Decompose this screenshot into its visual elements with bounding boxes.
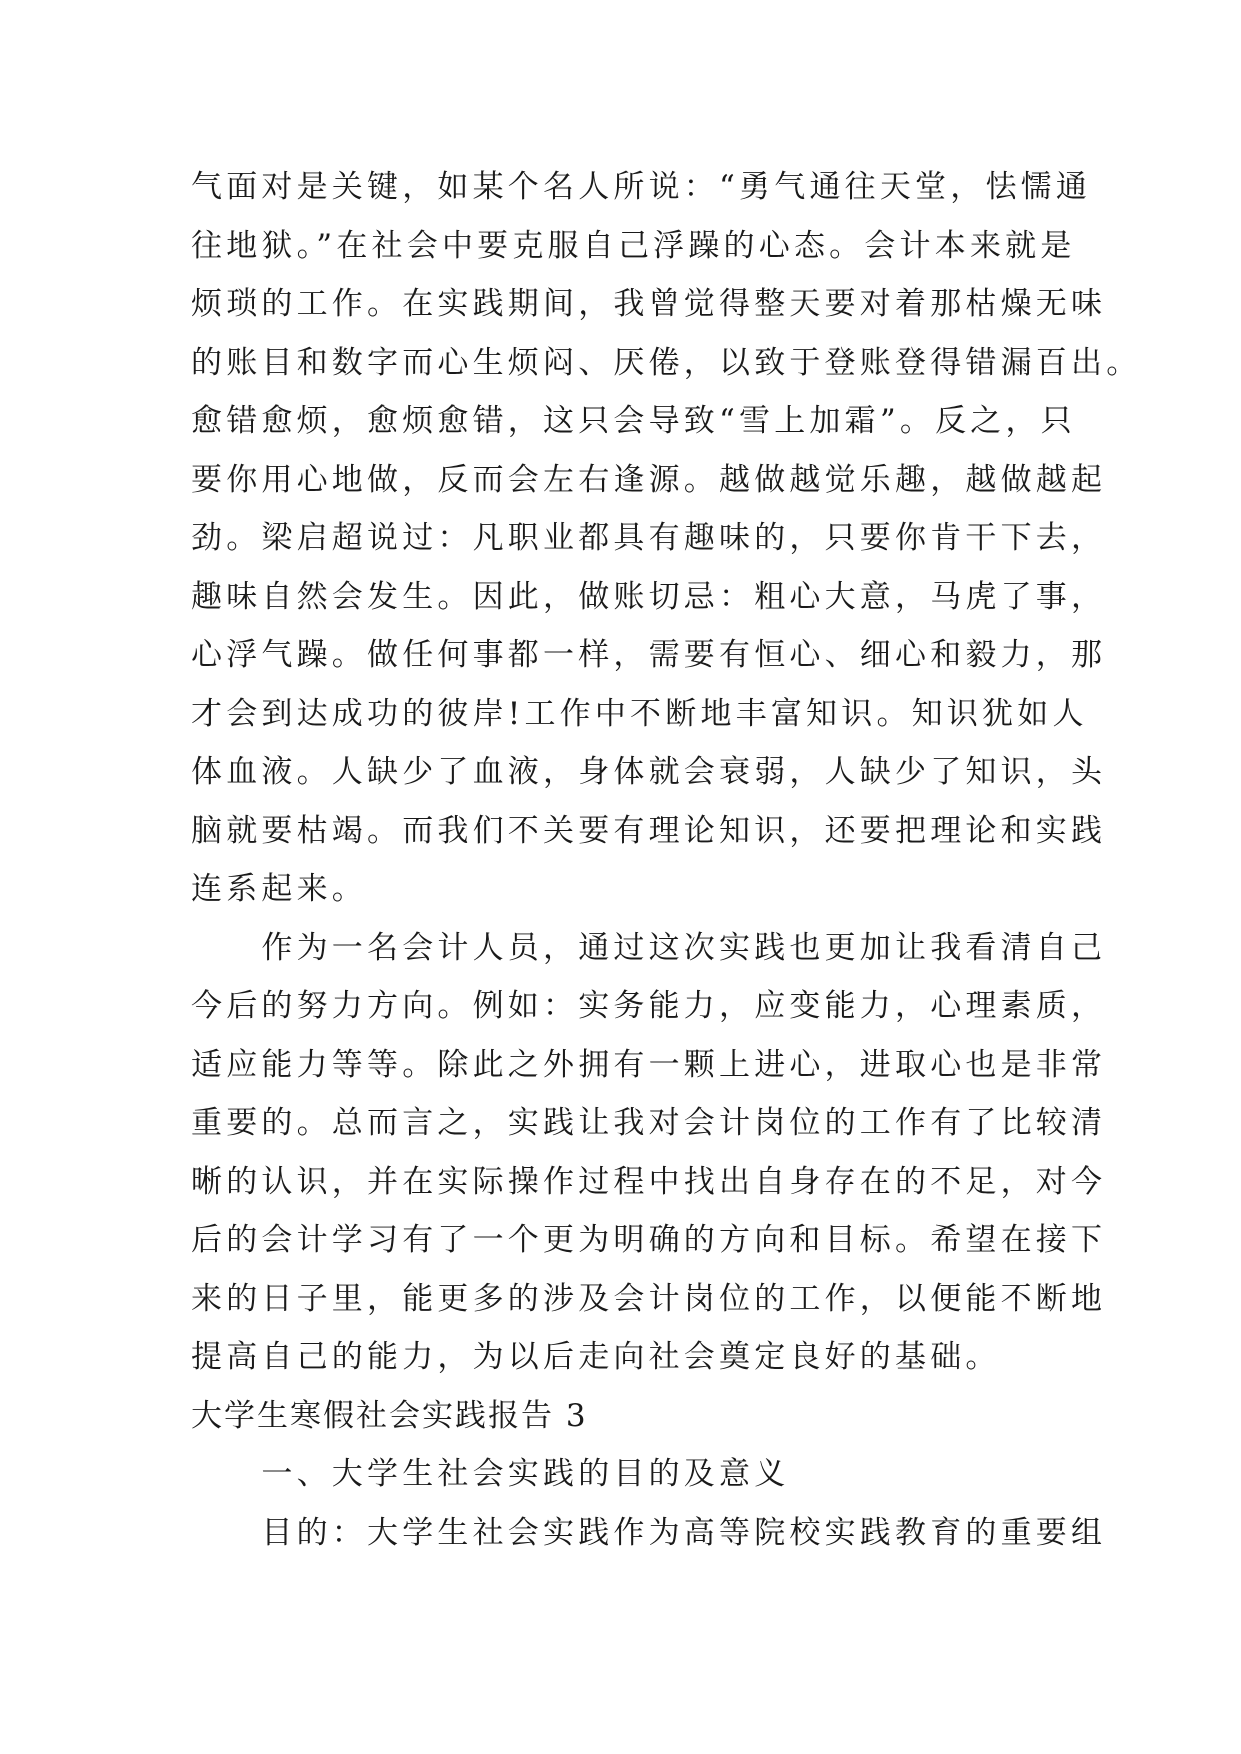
text-line: 适应能力等等。除此之外拥有一颗上进心，进取心也是非常 [191, 1046, 1107, 1083]
section-heading: 大学生寒假社会实践报告 3 [191, 1397, 588, 1434]
text-line: 重要的。总而言之，实践让我对会计岗位的工作有了比较清 [191, 1105, 1107, 1141]
subheading-line: 一、大学生社会实践的目的及意义 [191, 1456, 790, 1492]
text-line: 作为一名会计人员，通过这次实践也更加让我看清自己 [191, 929, 1107, 966]
text-line: 体血液。人缺少了血液，身体就会衰弱，人缺少了知识，头 [191, 754, 1107, 790]
text-line: 愈错愈烦，愈烦愈错，这只会导致“雪上加霜”。反之，只 [191, 403, 1076, 439]
text-line: 心浮气躁。做任何事都一样，需要有恒心、细心和毅力，那 [191, 637, 1107, 673]
text-line: 连系起来。 [191, 871, 367, 907]
text-line: 今后的努力方向。例如：实务能力，应变能力，心理素质， [191, 988, 1107, 1024]
document-body [191, 158, 1142, 1562]
text-line: 才会到达成功的彼岸!工作中不断地丰富知识。知识犹如人 [191, 695, 1088, 732]
text-line: 要你用心地做，反而会左右逢源。越做越觉乐趣，越做越起 [191, 461, 1107, 498]
text-line: 气面对是关键，如某个名人所说：“勇气通往天堂，怯懦通 [191, 169, 1092, 205]
text-line: 的账目和数字而心生烦闷、厌倦，以致于登账登得错漏百出。 [191, 344, 1142, 381]
text-line: 往地狱。”在社会中要克服自己浮躁的心态。会计本来就是 [191, 227, 1076, 264]
text-line: 晰的认识，并在实际操作过程中找出自身存在的不足，对今 [191, 1163, 1107, 1200]
text-line: 来的日子里，能更多的涉及会计岗位的工作，以便能不断地 [191, 1280, 1107, 1317]
text-line: 后的会计学习有了一个更为明确的方向和目标。希望在接下 [191, 1222, 1107, 1258]
text-line: 脑就要枯竭。而我们不关要有理论知识，还要把理论和实践 [191, 812, 1107, 849]
text-line: 烦琐的工作。在实践期间，我曾觉得整天要对着那枯燥无味 [191, 286, 1107, 322]
text-line: 目的：大学生社会实践作为高等院校实践教育的重要组 [191, 1514, 1107, 1551]
text-line: 劲。梁启超说过：凡职业都具有趣味的，只要你肯干下去， [191, 520, 1107, 556]
text-line: 提高自己的能力，为以后走向社会奠定良好的基础。 [191, 1339, 1001, 1375]
text-line: 趣味自然会发生。因此，做账切忌：粗心大意，马虎了事， [191, 578, 1107, 615]
